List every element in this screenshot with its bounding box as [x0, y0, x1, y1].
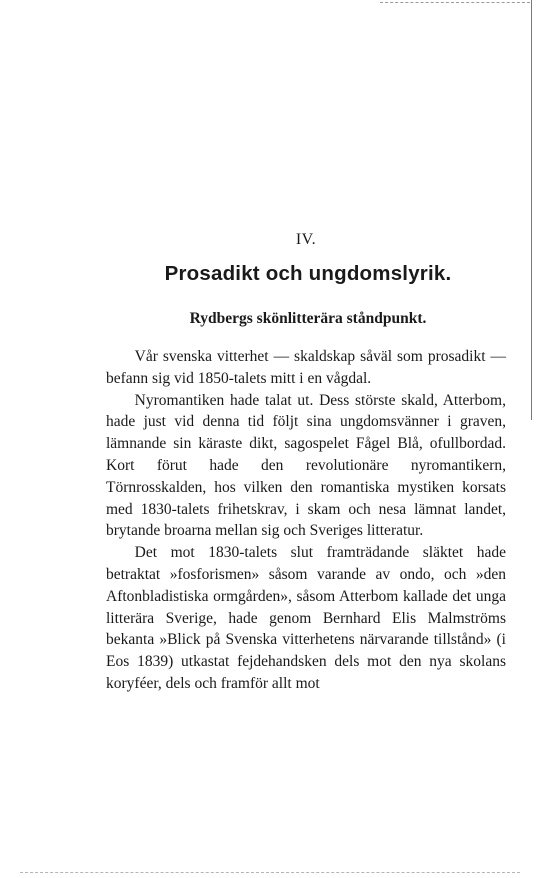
chapter-subtitle: Rydbergs skönlitterära ståndpunkt. [189, 310, 427, 327]
page-edge-right [531, 0, 532, 420]
page-edge-top [380, 2, 530, 3]
page-edge-bottom [20, 872, 520, 873]
body-text [106, 346, 506, 695]
paragraph: Det mot 1830-talets slut framträdande släktet hade betraktat »fosforismen» såsom varande av ondo, och »den Aftonbladistiska ormgården», såsom Atterbom kallade det unga litterära Sverige, hade genom Bernhard Elis Malmströms bekanta »Blick på Svenska vitterhetens närvarande tillstånd» (i Eos 1839) utkastat fejdehandsken dels mot den nya skolans koryféer, dels och framför allt mot [106, 544, 506, 692]
chapter-title: Prosadikt och ungdomslyrik. [164, 262, 452, 285]
chapter-number: IV. [295, 231, 317, 248]
paragraph: Vår svenska vitterhet — skaldskap såväl som prosadikt — befann sig vid 1850-talets mitt i en vågdal. [106, 348, 506, 387]
paragraph: Nyromantiken hade talat ut. Dess störste skald, Atterbom, hade just vid denna tid följt sina ungdomsvänner i graven, lämnande sin käraste dikt, sagospelet Fågel Blå, ofullbordad. Kort förut hade den revolutionäre nyromantikern, Törnrosskalden, hos vilken den romantiska mystiken korsats med 1830-talets frihetskrav, i skam och nesa lämnat landet, brytande broarna mellan sig och Sveriges litteratur. [106, 391, 506, 540]
